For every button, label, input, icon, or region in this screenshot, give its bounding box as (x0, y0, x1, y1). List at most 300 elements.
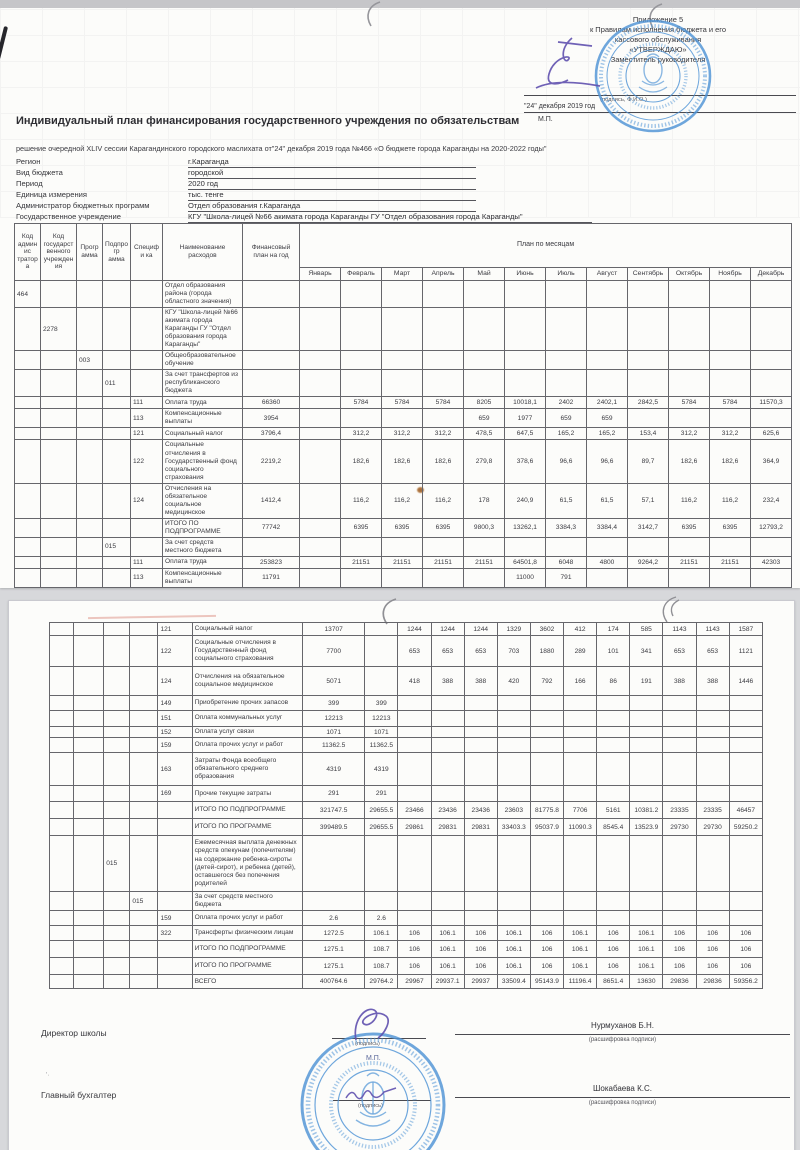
field-region (16, 157, 229, 168)
cell-month-value (630, 738, 663, 753)
cell-month-value: 106 (464, 941, 497, 958)
cell-expense-name: ИТОГО ПО ПОДПРОГРАММЕ (192, 802, 302, 819)
cell-month-value: 182,6 (341, 440, 382, 483)
cell-month-value: 13262,1 (505, 518, 546, 537)
cell-month-value (751, 409, 792, 428)
cell-month-value (431, 738, 464, 753)
cell-month-value (597, 911, 630, 926)
cell-admin-code (15, 351, 41, 370)
cell-month-value: 106.1 (630, 941, 663, 958)
cell-annual-total (303, 836, 365, 892)
cell-program (104, 727, 130, 738)
cell-specific (131, 351, 163, 370)
cell-expense-name: За счет средств местного бюджета (192, 892, 302, 911)
cell-annual-total: 4319 (303, 753, 365, 786)
cell-month-value: 89,7 (628, 440, 669, 483)
cell-month-value (431, 696, 464, 711)
cell-month-value: 412 (564, 623, 597, 636)
cell-month-value: 13523.9 (630, 819, 663, 836)
month-header: Май (464, 268, 505, 281)
cell-gov-code (41, 440, 77, 483)
cell-month-value: 106 (530, 941, 563, 958)
month-header: Июнь (505, 268, 546, 281)
cell-month-value: 6395 (710, 518, 751, 537)
cell-month-value (630, 836, 663, 892)
cell-month-value: 116,2 (423, 483, 464, 518)
cell-month-value: 312,2 (710, 428, 751, 440)
cell-subprogram (103, 281, 131, 308)
approve-label: «УТВЕРЖДАЮ» (629, 45, 687, 54)
field-label: Вид бюджета (16, 168, 63, 177)
cell-month-value (423, 370, 464, 397)
cell-month-value (669, 351, 710, 370)
cell-gov-code (74, 667, 104, 696)
cell-program (77, 428, 103, 440)
cell-gov-code (41, 397, 77, 409)
cell-month-value (382, 308, 423, 351)
cell-month-value: 106 (398, 926, 431, 941)
cell-gov-code (74, 696, 104, 711)
cell-month-value (530, 727, 563, 738)
cell-month-value (497, 892, 530, 911)
cell-month-value (341, 370, 382, 397)
month-header: Сентябрь (628, 268, 669, 281)
cell-month-value: 106 (663, 941, 696, 958)
cell-month-value: 23436 (431, 802, 464, 819)
cell-month-value: 6395 (423, 518, 464, 537)
cell-month-value (630, 753, 663, 786)
cell-program (104, 941, 130, 958)
cell-month-value (630, 892, 663, 911)
cell-expense-name: Затраты Фонда всеобщего обязательного среднего образования (192, 753, 302, 786)
cell-month-value: 106.1 (497, 926, 530, 941)
handwritten-signature (344, 1084, 404, 1109)
cell-month-value (505, 308, 546, 351)
cell-month-value: 625,6 (751, 428, 792, 440)
cell-month-value (587, 308, 628, 351)
cell-admin-code (15, 556, 41, 568)
cell-expense-name: Общеобразовательное обучение (163, 351, 243, 370)
cell-admin-code (50, 802, 74, 819)
cell-month-value: 4319 (365, 753, 398, 786)
cell-annual-total: 12213 (303, 711, 365, 727)
cell-month-value (398, 892, 431, 911)
cell-month-value (546, 537, 587, 556)
cell-month-value (423, 351, 464, 370)
cell-annual-total (243, 351, 300, 370)
cell-month-value (696, 727, 729, 738)
cell-month-value: 1977 (505, 409, 546, 428)
cell-month-value: 312,2 (341, 428, 382, 440)
signature-caption: (подпись) (358, 1103, 383, 1109)
cell-month-value: 1880 (530, 636, 563, 667)
cell-subprogram (130, 975, 158, 989)
cell-month-value (696, 753, 729, 786)
cell-month-value: 29831 (431, 819, 464, 836)
cell-month-value: 5784 (423, 397, 464, 409)
cell-month-value (729, 892, 762, 911)
cell-month-value: 106.1 (564, 958, 597, 975)
cell-month-value (464, 892, 497, 911)
cell-month-value: 182,6 (382, 440, 423, 483)
cell-month-value: 1071 (365, 727, 398, 738)
cell-gov-code (74, 623, 104, 636)
cell-expense-name: Прочие текущие затраты (192, 786, 302, 802)
cell-month-value (663, 696, 696, 711)
cell-month-value (341, 281, 382, 308)
cell-month-value (710, 537, 751, 556)
cell-month-value (300, 537, 341, 556)
cell-specific: 121 (158, 623, 192, 636)
page-curl-mark (377, 596, 399, 624)
cell-month-value: 59356.2 (729, 975, 762, 989)
cell-admin-code (50, 941, 74, 958)
cell-annual-total: 77742 (243, 518, 300, 537)
cell-month-value (398, 696, 431, 711)
director-name: Нурмуханов Б.Н. (591, 1021, 654, 1030)
cell-program (104, 636, 130, 667)
cell-specific: 111 (131, 556, 163, 568)
cell-month-value (564, 696, 597, 711)
cell-admin-code (50, 786, 74, 802)
cell-month-value: 6395 (669, 518, 710, 537)
cell-program (77, 483, 103, 518)
cell-month-value: 3142,7 (628, 518, 669, 537)
cell-annual-total: 7700 (303, 636, 365, 667)
cell-expense-name: Оплата прочих услуг и работ (192, 911, 302, 926)
table-row (15, 281, 792, 308)
cell-month-value (710, 568, 751, 587)
cell-admin-code (50, 636, 74, 667)
cell-month-value: 174 (597, 623, 630, 636)
cell-month-value (597, 836, 630, 892)
cell-month-value (530, 892, 563, 911)
cell-gov-code (41, 556, 77, 568)
cell-subprogram (103, 351, 131, 370)
cell-month-value (398, 911, 431, 926)
cell-gov-code (74, 836, 104, 892)
cell-month-value: 3602 (530, 623, 563, 636)
cell-month-value: 1587 (729, 623, 762, 636)
cell-expense-name: Компенсационные выплаты (163, 409, 243, 428)
cell-expense-name: ИТОГО ПО ПОДПРОГРАММЕ (163, 518, 243, 537)
cell-annual-total: 2219,2 (243, 440, 300, 483)
header-annual-plan: Финансовый план на год (243, 224, 300, 281)
cell-month-value (630, 786, 663, 802)
cell-month-value: 10018,1 (505, 397, 546, 409)
cell-month-value: 364,9 (751, 440, 792, 483)
cell-admin-code: 464 (15, 281, 41, 308)
cell-month-value: 653 (431, 636, 464, 667)
cell-month-value: 653 (663, 636, 696, 667)
cell-month-value (710, 370, 751, 397)
cell-annual-total: 400764.6 (303, 975, 365, 989)
cell-subprogram (103, 518, 131, 537)
cell-gov-code (41, 428, 77, 440)
cell-program: 015 (104, 836, 130, 892)
cell-month-value: 46457 (729, 802, 762, 819)
cell-gov-code (74, 802, 104, 819)
cell-admin-code (15, 409, 41, 428)
cell-month-value: 108.7 (365, 941, 398, 958)
cell-month-value: 21151 (382, 556, 423, 568)
cell-month-value (628, 409, 669, 428)
cell-month-value (751, 568, 792, 587)
page-curl-mark (657, 594, 679, 622)
cell-month-value (729, 753, 762, 786)
cell-month-value (546, 370, 587, 397)
cell-month-value: 11090.3 (564, 819, 597, 836)
cell-specific (158, 836, 192, 892)
cell-month-value (382, 281, 423, 308)
cell-month-value (497, 911, 530, 926)
cell-subprogram (130, 636, 158, 667)
mp-label: М.П. (538, 116, 553, 123)
month-header: Апрель (423, 268, 464, 281)
cell-subprogram (130, 958, 158, 975)
cell-program: 003 (77, 351, 103, 370)
cell-annual-total: 1412,4 (243, 483, 300, 518)
month-header: Октябрь (669, 268, 710, 281)
table-row (50, 727, 763, 738)
table-row (50, 753, 763, 786)
cell-month-value (464, 786, 497, 802)
cell-specific (158, 819, 192, 836)
cell-gov-code (41, 409, 77, 428)
cell-gov-code (74, 711, 104, 727)
cell-month-value (464, 537, 505, 556)
cell-month-value (464, 308, 505, 351)
cell-program (104, 667, 130, 696)
cell-month-value: 11362.5 (365, 738, 398, 753)
cell-annual-total: 5071 (303, 667, 365, 696)
cell-month-value: 1446 (729, 667, 762, 696)
cell-month-value (505, 351, 546, 370)
table-row (15, 397, 792, 409)
cell-program (104, 753, 130, 786)
cell-month-value (423, 409, 464, 428)
cell-month-value: 106 (729, 958, 762, 975)
cell-month-value: 29861 (398, 819, 431, 836)
cell-month-value (365, 836, 398, 892)
month-header: Март (382, 268, 423, 281)
cell-month-value (382, 537, 423, 556)
header-gov-code: Код государст венного учрежден ия (41, 224, 77, 281)
cell-month-value (382, 370, 423, 397)
table-row (50, 667, 763, 696)
cell-month-value: 378,6 (505, 440, 546, 483)
cell-month-value (597, 738, 630, 753)
cell-month-value: 341 (630, 636, 663, 667)
cell-month-value (663, 911, 696, 926)
cell-month-value (663, 786, 696, 802)
cell-expense-name: ИТОГО ПО ПРОГРАММЕ (192, 958, 302, 975)
approval-date: "24" декабря 2019 год (524, 103, 596, 110)
cell-month-value (497, 836, 530, 892)
cell-month-value (710, 281, 751, 308)
cell-month-value (751, 537, 792, 556)
cell-month-value (546, 308, 587, 351)
cell-month-value: 106 (663, 926, 696, 941)
cell-subprogram (130, 711, 158, 727)
cell-subprogram (130, 667, 158, 696)
cell-month-value: 21151 (710, 556, 751, 568)
field-label: Государственное учреждение (16, 212, 121, 221)
cell-month-value: 279,8 (464, 440, 505, 483)
cell-annual-total: 1275.1 (303, 958, 365, 975)
cell-month-value (696, 786, 729, 802)
cell-month-value (564, 727, 597, 738)
cell-gov-code (74, 892, 104, 911)
cell-specific: 159 (158, 738, 192, 753)
cell-admin-code (15, 483, 41, 518)
cell-month-value (464, 281, 505, 308)
cell-specific: 151 (158, 711, 192, 727)
cell-subprogram (103, 409, 131, 428)
table-row (50, 738, 763, 753)
cell-month-value (751, 351, 792, 370)
cell-month-value (398, 753, 431, 786)
cell-program (77, 281, 103, 308)
cell-program (77, 308, 103, 351)
cell-month-value: 106.1 (431, 926, 464, 941)
month-header: Август (587, 268, 628, 281)
cell-month-value (530, 836, 563, 892)
field-unit (16, 190, 224, 201)
cell-month-value (505, 537, 546, 556)
table-row (15, 483, 792, 518)
field-budget-type (16, 168, 224, 179)
cell-subprogram: 015 (130, 892, 158, 911)
table-row (50, 802, 763, 819)
cell-specific (158, 941, 192, 958)
cell-admin-code (50, 696, 74, 711)
cell-expense-name: Социальный налог (163, 428, 243, 440)
cell-subprogram (103, 440, 131, 483)
cell-month-value (530, 911, 563, 926)
cell-month-value (729, 738, 762, 753)
cell-subprogram (103, 397, 131, 409)
header-subprogram: Подпрогр амма (103, 224, 131, 281)
cell-month-value: 647,5 (505, 428, 546, 440)
cell-specific: 122 (131, 440, 163, 483)
cell-month-value: 61,5 (546, 483, 587, 518)
table-row (15, 518, 792, 537)
cell-gov-code (74, 786, 104, 802)
cell-month-value (669, 537, 710, 556)
cell-month-value: 106 (696, 941, 729, 958)
cell-month-value: 106 (398, 941, 431, 958)
table-row (15, 370, 792, 397)
cell-month-value: 95037.9 (530, 819, 563, 836)
cell-month-value: 291 (365, 786, 398, 802)
cell-month-value: 29831 (464, 819, 497, 836)
cell-month-value: 6395 (382, 518, 423, 537)
cell-month-value: 1143 (663, 623, 696, 636)
cell-month-value: 585 (630, 623, 663, 636)
cell-gov-code (41, 483, 77, 518)
cell-subprogram (130, 696, 158, 711)
cell-subprogram (103, 308, 131, 351)
table-row (50, 941, 763, 958)
cell-month-value: 2402 (546, 397, 587, 409)
cell-month-value: 106 (696, 926, 729, 941)
cell-gov-code (41, 281, 77, 308)
field-label: Период (16, 179, 43, 188)
cell-expense-name: КГУ "Школа-лицей №66 акимата города Караганды ГУ "Отдел образования города Караганды" (163, 308, 243, 351)
cell-subprogram (103, 483, 131, 518)
cell-month-value: 166 (564, 667, 597, 696)
cell-month-value (341, 568, 382, 587)
cell-month-value (300, 308, 341, 351)
cell-month-value (530, 738, 563, 753)
cell-gov-code (74, 753, 104, 786)
cell-month-value: 86 (597, 667, 630, 696)
cell-month-value (300, 556, 341, 568)
cell-expense-name: Приобретение прочих запасов (192, 696, 302, 711)
cell-month-value: 178 (464, 483, 505, 518)
cell-month-value (464, 696, 497, 711)
cell-month-value (365, 636, 398, 667)
cell-specific: 122 (158, 636, 192, 667)
cell-month-value (300, 409, 341, 428)
field-value: Отдел образования г.Караганда (188, 201, 476, 212)
cell-month-value: 106 (597, 926, 630, 941)
cell-month-value (628, 308, 669, 351)
cell-month-value: 12793,2 (751, 518, 792, 537)
cell-subprogram (103, 428, 131, 440)
table-row (15, 537, 792, 556)
month-header: Ноябрь (710, 268, 751, 281)
cell-specific: 121 (131, 428, 163, 440)
cell-month-value (300, 518, 341, 537)
cell-month-value (628, 568, 669, 587)
cell-month-value (564, 786, 597, 802)
cell-month-value: 29730 (663, 819, 696, 836)
cell-month-value (587, 537, 628, 556)
cell-month-value: 106 (663, 958, 696, 975)
field-institution (16, 212, 523, 223)
cell-admin-code (15, 428, 41, 440)
cell-month-value: 388 (696, 667, 729, 696)
cell-subprogram (130, 819, 158, 836)
cell-subprogram (130, 623, 158, 636)
cell-month-value: 106 (597, 941, 630, 958)
cell-expense-name: За счет трансфертов из республиканского бюджета (163, 370, 243, 397)
cell-month-value (546, 281, 587, 308)
cell-annual-total: 1272.5 (303, 926, 365, 941)
mp-label: М.П. (366, 1055, 381, 1062)
cell-month-value: 1143 (696, 623, 729, 636)
signature-caption: (подпись) (355, 1041, 380, 1047)
cell-gov-code (41, 351, 77, 370)
cell-month-value (341, 308, 382, 351)
cell-month-value (597, 711, 630, 727)
cell-gov-code (74, 727, 104, 738)
cell-month-value (530, 696, 563, 711)
cell-admin-code (50, 958, 74, 975)
cell-month-value: 12213 (365, 711, 398, 727)
cell-month-value (505, 370, 546, 397)
document-title: Индивидуальный план финансирования государственного учреждения по обязательствам (16, 115, 520, 127)
cell-month-value (696, 738, 729, 753)
cell-specific: 322 (158, 926, 192, 941)
cell-subprogram (130, 802, 158, 819)
cell-month-value: 3384,3 (546, 518, 587, 537)
field-label: Администратор бюджетных программ (16, 201, 150, 210)
cell-month-value (423, 281, 464, 308)
cell-gov-code (74, 911, 104, 926)
